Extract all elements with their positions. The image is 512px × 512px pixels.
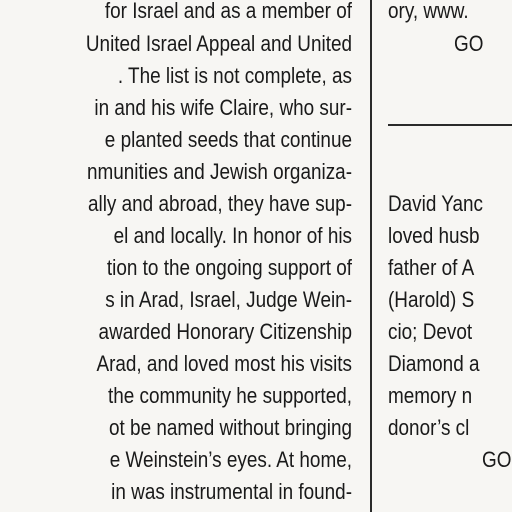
text-line: David Yanc	[388, 191, 484, 216]
text-line: ory, www.	[388, 0, 469, 23]
text-line: . The list is not complete, as	[117, 63, 352, 88]
right-column	[388, 0, 512, 512]
text-line: the community he supported,	[108, 383, 352, 408]
text-line: Arad, and loved most his visits	[96, 351, 352, 376]
text-line: in and his wife Claire, who sur-	[94, 95, 352, 120]
text-line: in was instrumental in found-	[111, 479, 352, 504]
text-line: (Harold) S	[388, 287, 475, 312]
text-line: tion to the ongoing support of	[106, 255, 352, 280]
text-line: awarded Honorary Citizenship	[98, 319, 352, 344]
text-line: s in Arad, Israel, Judge Wein-	[105, 287, 352, 312]
text-line: father of A	[388, 255, 475, 280]
text-line: GO	[454, 31, 484, 56]
section-divider	[388, 124, 512, 126]
text-line: el and locally. In honor of his	[113, 223, 352, 248]
text-line: Diamond a	[388, 351, 480, 376]
text-line: cio; Devot	[388, 319, 473, 344]
text-line: nmunities and Jewish organiza-	[86, 159, 352, 184]
text-line: GO	[482, 447, 512, 472]
text-line: United Israel Appeal and United	[85, 31, 352, 56]
column-rule	[370, 0, 372, 512]
text-line: ally and abroad, they have sup-	[87, 191, 352, 216]
text-line: loved husb	[388, 223, 480, 248]
text-line: e Weinstein’s eyes. At home,	[109, 447, 352, 472]
text-line: e planted seeds that continue	[104, 127, 352, 152]
text-line: memory n	[388, 383, 473, 408]
text-line: for Israel and as a member of	[104, 0, 352, 23]
text-line: ot be named without bringing	[109, 415, 352, 440]
text-line: donor’s cl	[388, 415, 470, 440]
